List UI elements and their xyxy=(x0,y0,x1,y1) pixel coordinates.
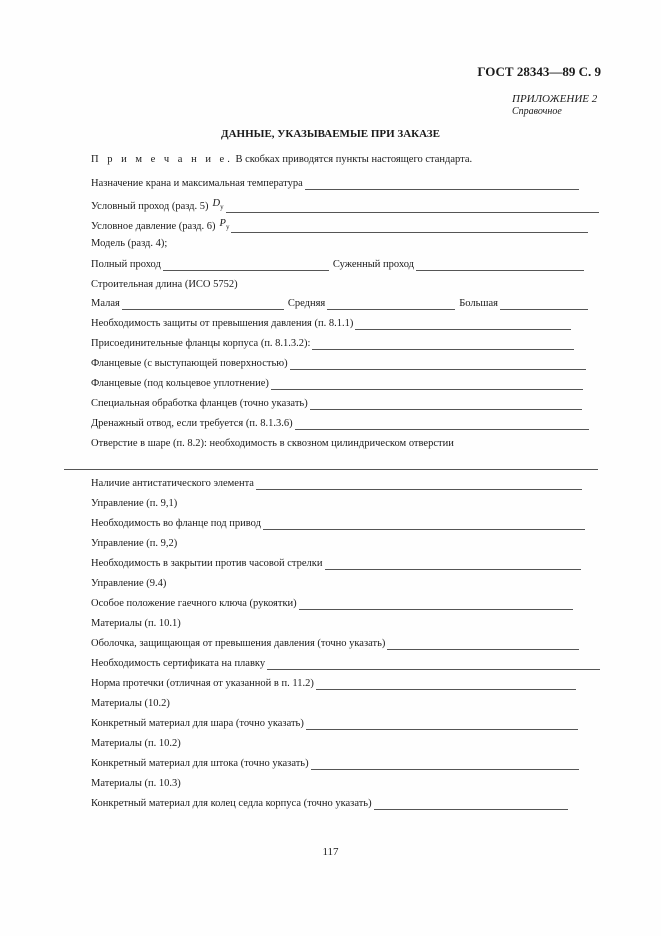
form-label: Полный проход xyxy=(91,259,161,270)
fill-line[interactable] xyxy=(256,480,582,490)
form-label: Необходимость в закрытии против часовой стрелки xyxy=(91,558,323,569)
form-row xyxy=(91,498,177,510)
note-text: В скобках приводятся пункты настоящего стандарта. xyxy=(235,154,473,165)
form-row xyxy=(91,279,238,291)
fill-line[interactable] xyxy=(295,420,589,430)
form-label: Особое положение гаечного ключа (рукоятки) xyxy=(91,598,297,609)
form-row xyxy=(91,378,583,390)
form-row xyxy=(91,178,579,190)
form-label: Фланцевые (с выступающей поверхностью) xyxy=(91,358,288,369)
form-row xyxy=(91,259,584,271)
form-label: Управление (п. 9,1) xyxy=(91,498,178,509)
fill-line[interactable] xyxy=(263,520,585,530)
form-row xyxy=(91,798,568,810)
form-row xyxy=(91,318,571,330)
form-row xyxy=(91,418,589,430)
fill-line[interactable] xyxy=(374,800,568,810)
fill-line[interactable] xyxy=(299,600,573,610)
form-label: Отверстие в шаре (п. 8.2): необходимость в сквозном цилиндрическом отверстии xyxy=(91,438,454,449)
fill-line[interactable] xyxy=(310,400,582,410)
form-label: Наличие антистатического элемента xyxy=(91,478,254,489)
form-label: Необходимость во фланце под привод xyxy=(91,518,261,529)
form-row xyxy=(91,298,588,310)
form-label: Условное давление (разд. 6) xyxy=(91,221,216,233)
variable-symbol: D xyxy=(212,198,221,209)
fill-line[interactable] xyxy=(290,360,586,370)
page-number: 117 xyxy=(322,846,339,858)
fill-line[interactable] xyxy=(267,660,600,670)
page-title: ДАННЫЕ, УКАЗЫВАЕМЫЕ ПРИ ЗАКАЗЕ xyxy=(221,128,440,140)
form-label: Норма протечки (отличная от указанной в п. 11.2) xyxy=(91,678,314,689)
form-row xyxy=(91,338,574,350)
form-label: Присоединительные фланцы корпуса (п. 8.1.3.2): xyxy=(91,338,311,349)
fill-line[interactable] xyxy=(231,223,588,233)
fill-line[interactable] xyxy=(387,640,579,650)
fill-line[interactable] xyxy=(312,340,574,350)
fill-line[interactable] xyxy=(64,469,598,470)
form-row xyxy=(91,558,581,570)
variable-subscript: y xyxy=(220,203,224,212)
appendix-label: ПРИЛОЖЕНИЕ 2 xyxy=(512,93,598,105)
form-label: Материалы (10.2) xyxy=(91,698,170,709)
form-label: Необходимость защиты от превышения давления (п. 8.1.1) xyxy=(91,318,354,329)
form-label: Необходимость сертификата на плавку xyxy=(91,658,266,669)
form-row xyxy=(91,198,599,213)
form-label: Дренажный отвод, если требуется (п. 8.1.3.6) xyxy=(91,418,293,429)
form-label: Условный проход (разд. 5) xyxy=(91,201,209,213)
fill-line[interactable] xyxy=(500,300,588,310)
form-row xyxy=(91,538,177,550)
form-label: Управление (п. 9,2) xyxy=(91,538,178,549)
form-label: Специальная обработка фланцев (точно указать) xyxy=(91,398,308,409)
form-row xyxy=(91,478,582,490)
variable-symbol: P xyxy=(219,218,226,229)
form-row xyxy=(91,518,585,530)
fill-line[interactable] xyxy=(325,560,581,570)
fill-line[interactable] xyxy=(311,760,579,770)
fill-line[interactable] xyxy=(306,720,578,730)
form-row xyxy=(91,218,588,233)
form-label: Материалы (п. 10.1) xyxy=(91,618,181,629)
form-label: Большая xyxy=(459,298,498,309)
fill-line[interactable] xyxy=(355,320,571,330)
form-label: Конкретный материал для шара (точно указать) xyxy=(91,718,304,729)
note-label: П р и м е ч а н и е. xyxy=(91,154,233,165)
form-row xyxy=(91,758,579,770)
fill-line[interactable] xyxy=(271,380,583,390)
form-label: Конкретный материал для штока (точно указать) xyxy=(91,758,309,769)
form-label: Малая xyxy=(91,298,120,309)
form-row xyxy=(91,678,576,690)
form-label: Суженный проход xyxy=(332,259,415,270)
form-label: Оболочка, защищающая от превышения давления (точно указать) xyxy=(91,638,386,649)
fill-line[interactable] xyxy=(327,300,455,310)
variable-subscript: y xyxy=(225,223,230,232)
form-row xyxy=(91,578,166,590)
form-label: Материалы (п. 10.3) xyxy=(91,778,181,789)
form-row xyxy=(91,238,167,250)
fill-line[interactable] xyxy=(316,680,576,690)
form-row xyxy=(91,358,586,370)
form-row xyxy=(91,698,170,710)
form-row xyxy=(91,398,582,410)
form-label: Управление (9.4) xyxy=(91,578,167,589)
fill-line[interactable] xyxy=(226,203,599,213)
form-row xyxy=(91,438,454,450)
form-row xyxy=(91,718,578,730)
form-label: Назначение крана и максимальная температура xyxy=(91,178,303,189)
form-label: Модель (разд. 4); xyxy=(91,238,168,249)
form-row xyxy=(91,738,181,750)
form-row xyxy=(91,658,600,670)
form-label: Фланцевые (под кольцевое уплотнение) xyxy=(91,378,269,389)
fill-line[interactable] xyxy=(122,300,284,310)
form-row xyxy=(91,598,573,610)
form-label: Конкретный материал для колец седла корпуса (точно указать) xyxy=(91,798,372,809)
form-label: Материалы (п. 10.2) xyxy=(91,738,181,749)
form-row xyxy=(91,778,181,790)
appendix-type: Справочное xyxy=(512,106,562,117)
note xyxy=(91,154,472,165)
form-row xyxy=(91,618,181,630)
form-label: Строительная длина (ИСО 5752) xyxy=(91,279,238,290)
form-row xyxy=(91,638,579,650)
fill-line[interactable] xyxy=(163,261,329,271)
form-label: Средняя xyxy=(287,298,326,309)
doc-header: ГОСТ 28343—89 С. 9 xyxy=(477,64,601,79)
fill-line[interactable] xyxy=(416,261,584,271)
fill-line[interactable] xyxy=(305,180,579,190)
